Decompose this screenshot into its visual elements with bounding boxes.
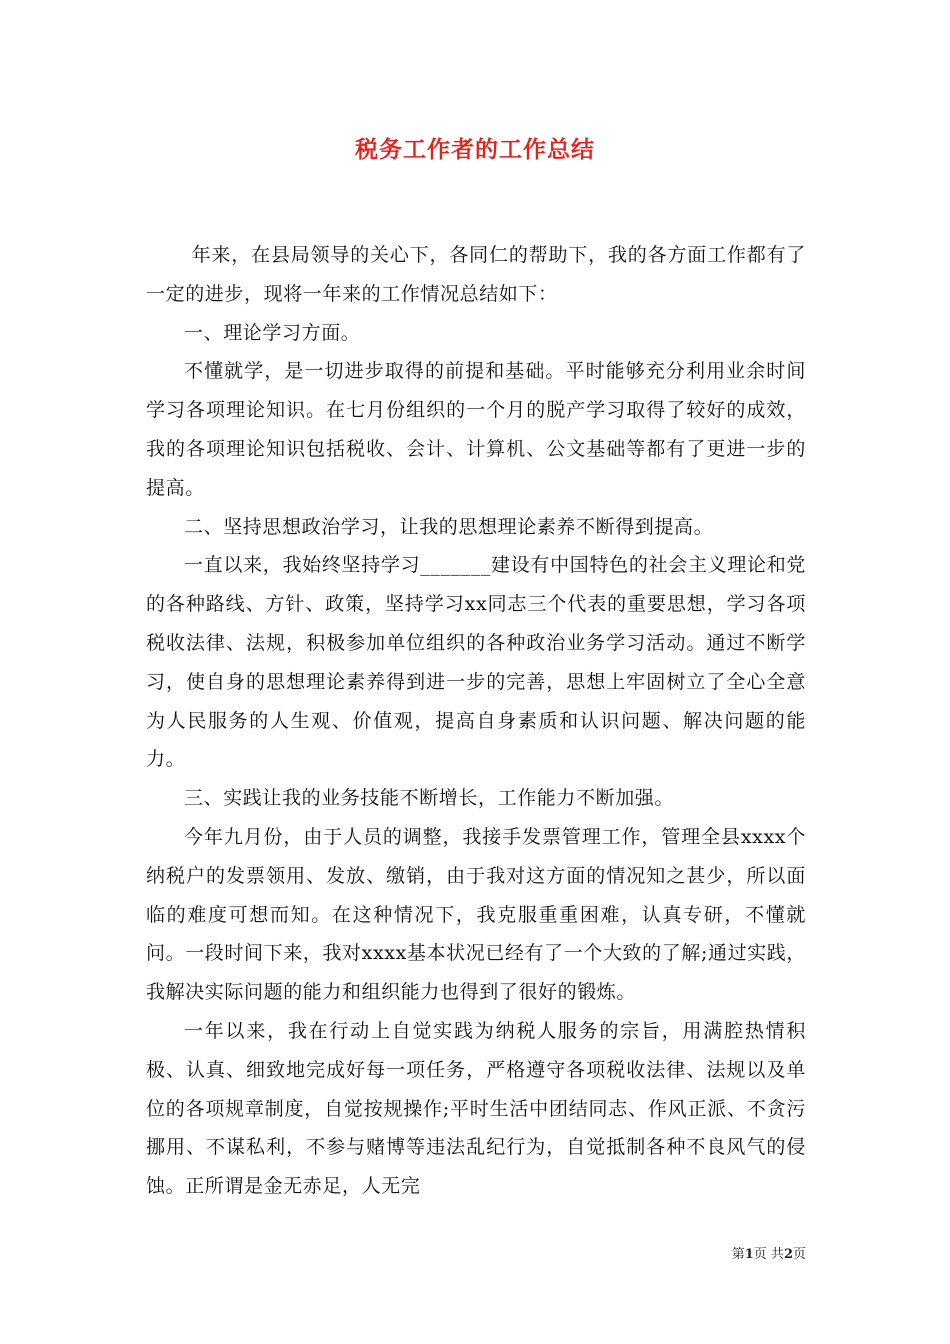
paragraph-conduct: 一年以来，我在行动上自觉实践为纳税人服务的宗旨，用满腔热情积极、认真、细致地完成好每一项任务，严格遵守各项税收法律、法规以及单位的各项规章制度，自觉按规操作;平时生活中团结同志、作风正派、不贪污挪用、不谋私利，不参与赌博等违法乱纪行为，自觉抵制各种不良风气的侵蚀。正所谓是金无赤足，人无完 [146,1019,806,1198]
footer-middle: 页 共 [753,1247,784,1262]
footer-prefix: 第 [731,1247,745,1262]
paragraph-theory: 不懂就学，是一切进步取得的前提和基础。平时能够充分利用业余时间学习各项理论知识。在七月份组织的一个月的脱产学习取得了较好的成效，我的各项理论知识包括税收、会计、计算机、公文基础等都有了更进一步的提高。 [146,360,806,499]
document-title: 税务工作者的工作总结 [355,136,595,163]
section-heading-practice: 三、实践让我的业务技能不断增长，工作能力不断加强。 [184,787,675,810]
paragraph-practice: 今年九月份，由于人员的调整，我接手发票管理工作，管理全县xxxx个纳税户的发票领用、发放、缴销，由于我对这方面的情况知之甚少，所以面临的难度可想而知。在这种情况下，我克服重重困难，认真专研，不懂就问。一段时间下来，我对xxxx基本状况已经有了一个大致的了解;通过实践，我解决实际问题的能力和组织能力也得到了很好的锻炼。 [146,825,806,1004]
paragraph-politics: 一直以来，我始终坚持学习_______建设有中国特色的社会主义理论和党的各种路线、方针、政策，坚持学习xx同志三个代表的重要思想，学习各项税收法律、法规，积极参加单位组织的各种政治业务学习活动。通过不断学习，使自身的思想理论素养得到进一步的完善，思想上牢固树立了全心全意为人民服务的人生观、价值观，提高自身素质和认识问题、解决问题的能力。 [146,554,806,771]
section-heading-theory: 一、理论学习方面。 [184,321,361,344]
page-footer [732,1246,806,1264]
footer-total-pages: 2 [783,1247,793,1262]
document-body [146,236,806,1206]
footer-current-page: 1 [744,1247,754,1262]
footer-suffix: 页 [792,1247,806,1262]
section-heading-politics: 二、坚持思想政治学习，让我的思想理论素养不断得到提高。 [184,515,714,538]
paragraph-intro: 年来，在县局领导的关心下，各同仁的帮助下，我的各方面工作都有了一定的进步，现将一年来的工作情况总结如下： [146,244,806,305]
